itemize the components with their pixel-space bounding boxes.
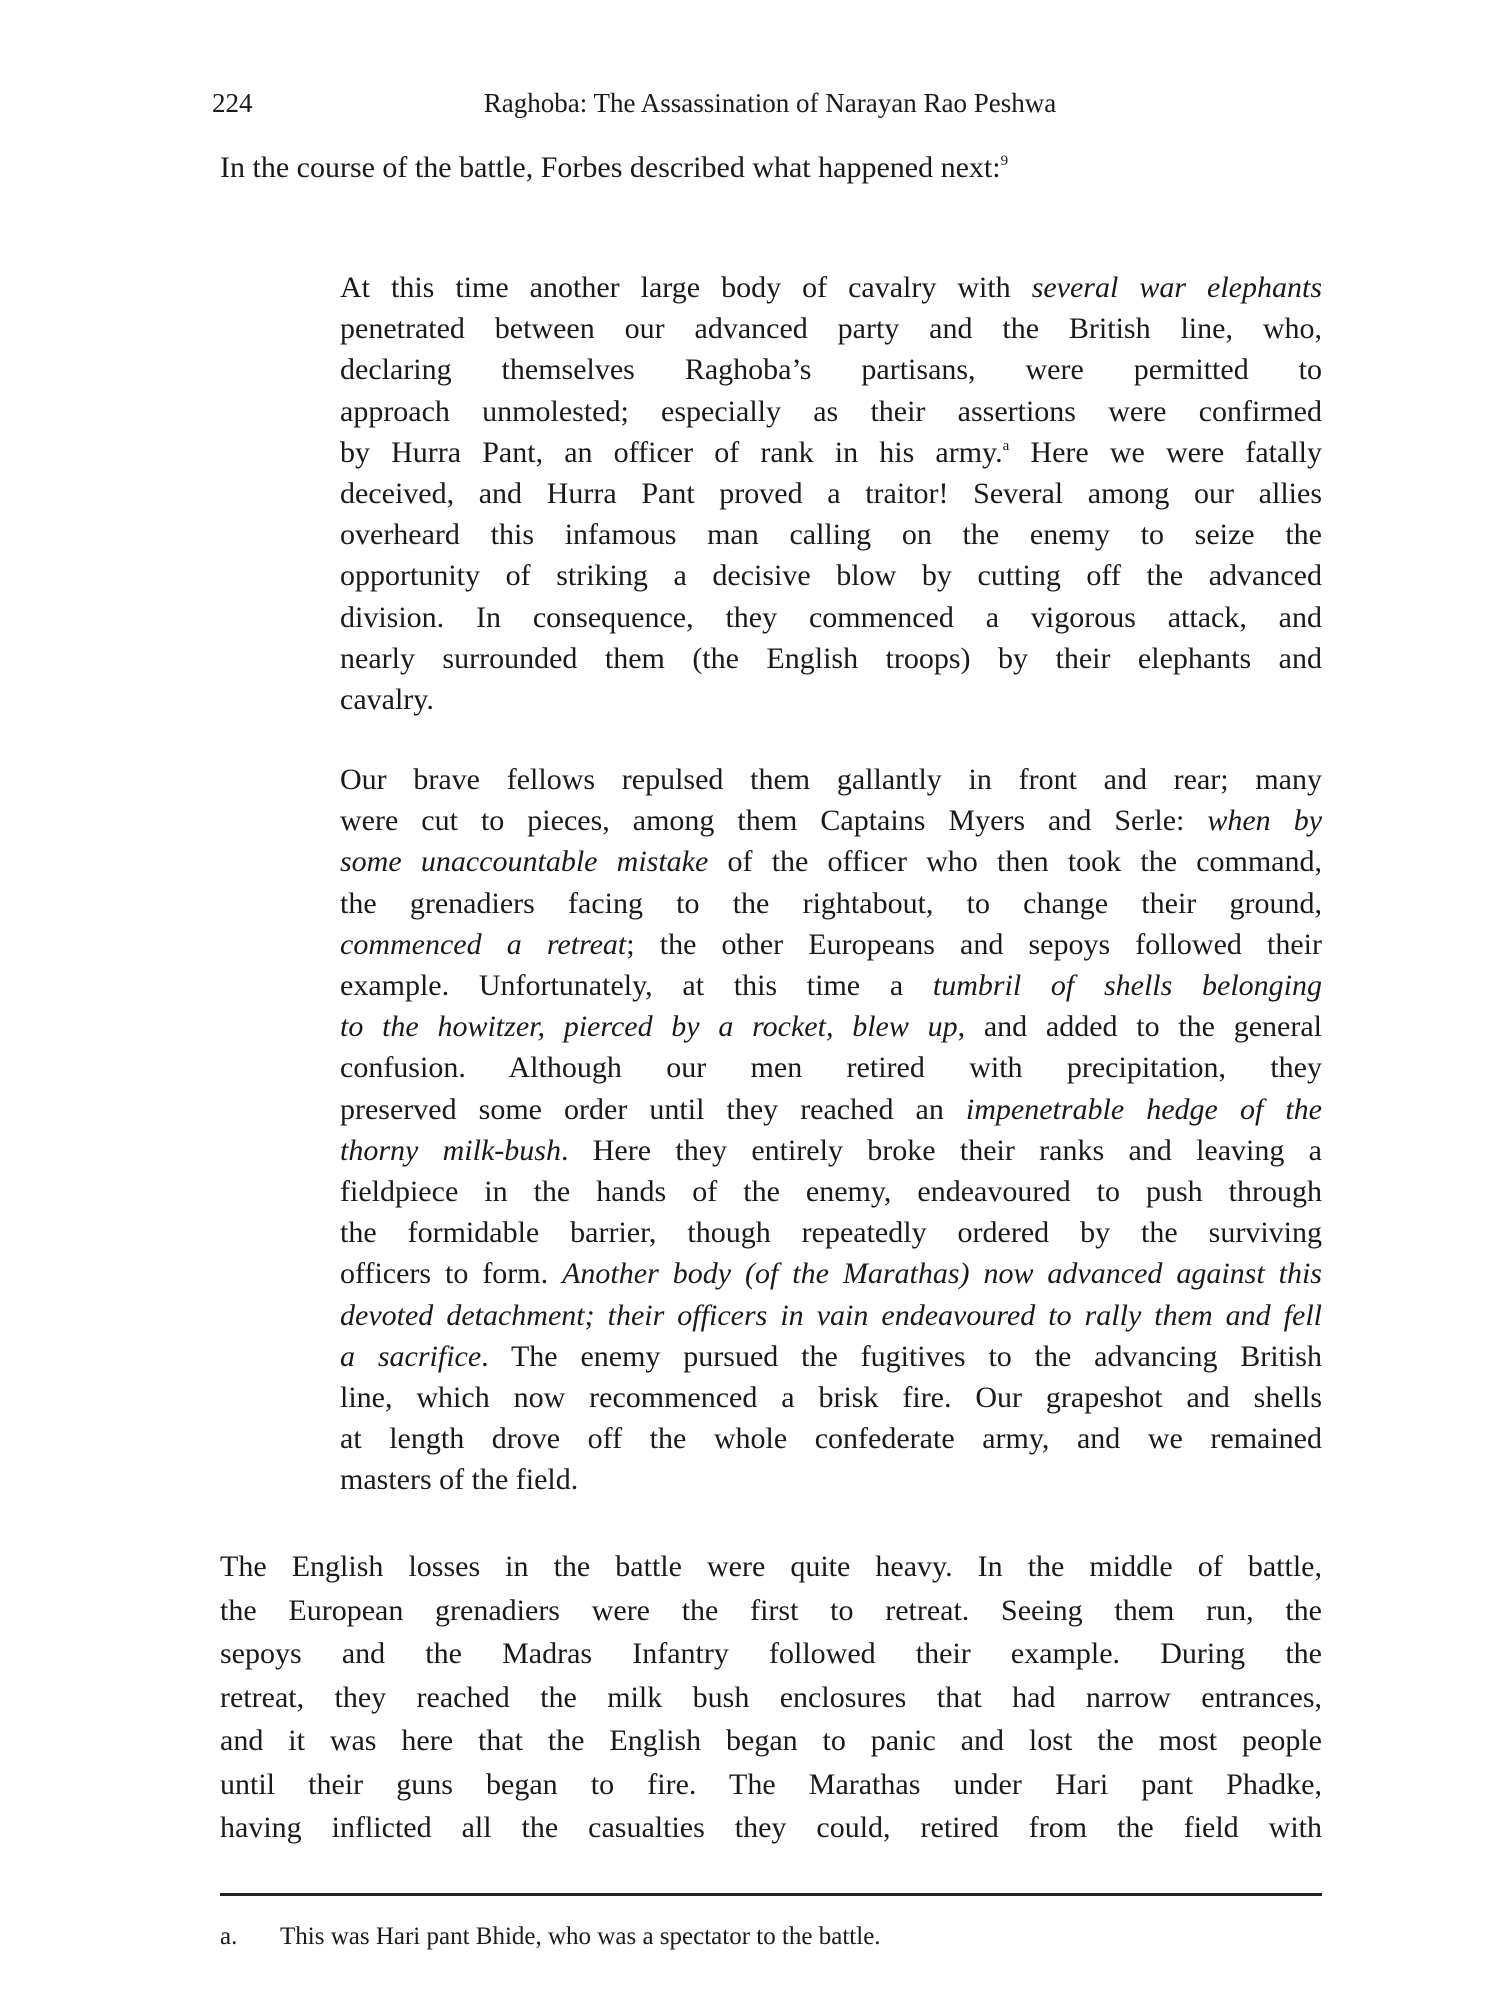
italic-text: to the howitzer, pierced by a rocket, blew up [340,1010,958,1044]
text: at length drove off the whole confederate army, and we remained [340,1422,1322,1456]
text: Our brave fellows repulsed them gallantly in front and rear; many [340,763,1322,796]
quote-line [340,925,1322,965]
body-line: sepoys and the Madras Infantry followed their example. During the [220,1637,1322,1670]
quote-line [340,1213,1322,1253]
footnote-ref-a[interactable]: a [1002,437,1010,454]
quote-line [340,842,1322,882]
text: by Hurra Pant, an officer of rank in his army. [340,435,1003,469]
italic-text: tumbril of shells belonging [932,969,1322,1002]
italic-text: when by [1207,804,1323,838]
text: division. In consequence, they commenced a vigorous attack, and [340,600,1322,634]
quote-line [340,760,1322,800]
body-line: The English losses in the battle were quite heavy. In the middle of battle, [220,1550,1322,1583]
quote-line [340,350,1322,390]
text: At this time another large body of cavalry with [340,271,1032,304]
quote-line [340,268,1322,308]
text: officers to form. [340,1257,563,1291]
quote-line [340,1296,1322,1336]
text: ; the other Europeans and sepoys followed their [626,927,1323,961]
text: , and added to the general [957,1010,1322,1044]
italic-text: devoted detachment; their officers in vain endeavoured to rally them and fell [340,1298,1322,1332]
quote-line [340,474,1322,514]
text: overheard this infamous man calling on the enemy to seize the [340,518,1322,552]
intro-line [220,148,1322,188]
footnote-text: This was Hari pant Bhide, who was a spectator to the battle. [280,1923,881,1950]
quote-line [340,1131,1322,1171]
quote-line [340,680,1322,720]
text: confusion. Although our men retired with precipitation, they [340,1051,1322,1085]
quote-line [340,309,1322,349]
italic-text: a sacrifice [340,1339,482,1373]
text: approach unmolested; especially as their assertions were confirmed [340,394,1322,428]
text: were cut to pieces, among them Captains Myers and Serle: [340,804,1208,838]
quote-line [340,1048,1322,1088]
footnote-divider [220,1893,1322,1896]
quote-line [340,1090,1322,1130]
text: the formidable barrier, though repeatedly ordered by the surviving [340,1216,1322,1250]
italic-text: impenetrable hedge of the [965,1092,1322,1126]
italic-text: some unaccountable mistake [340,845,709,879]
quote-line [340,639,1322,679]
text: opportunity of striking a decisive blow by cutting off the advanced [340,559,1322,593]
body-line: and it was here that the English began to panic and lost the most people [220,1724,1322,1757]
text: nearly surrounded them (the English troops) by their elephants and [340,641,1322,675]
footnote-marker: a. [220,1923,238,1950]
quote-line [340,556,1322,596]
quote-line [340,966,1322,1006]
text: fieldpiece in the hands of the enemy, endeavoured to push through [340,1175,1322,1208]
quote-line [340,1172,1322,1212]
text: Here we were fatally [1009,435,1322,469]
page-number: 224 [212,88,253,118]
quote-line [340,1419,1322,1459]
text: penetrated between our advanced party and the British line, who, [340,312,1322,346]
italic-text: Another body (of the Marathas) now advanced against this [562,1257,1322,1291]
text: . The enemy pursued the fugitives to the advancing British [481,1339,1322,1373]
quote-line [340,392,1322,432]
body-line: until their guns began to fire. The Marathas under Hari pant Phadke, [220,1767,1322,1801]
quote-line [340,884,1322,924]
quote-line [340,598,1322,638]
text: masters of the field. [340,1463,579,1497]
italic-text: thorny milk-bush [340,1133,561,1167]
intro-text: In the course of the battle, Forbes described what happened next: [220,151,1001,184]
footnote [220,1919,881,1955]
text: the grenadiers facing to the rightabout, to change their ground, [340,886,1322,920]
text: preserved some order until they reached an [340,1092,966,1126]
footnote-ref-9[interactable]: 9 [1000,153,1009,169]
text: line, which now recommenced a brisk fire. Our grapeshot and shells [340,1381,1322,1414]
running-title: Raghoba: The Assassination of Narayan Rao Peshwa [483,88,1057,118]
quote-line [340,515,1322,555]
quote-line [340,1460,1322,1500]
body-line: retreat, they reached the milk bush enclosures that had narrow entrances, [220,1680,1322,1714]
quote-line [340,1007,1322,1047]
quote-line [340,1254,1322,1294]
text: of the officer who then took the command, [708,845,1322,879]
text: . Here they entirely broke their ranks and leaving a [560,1133,1322,1167]
text: example. Unfortunately, at this time a [340,969,933,1002]
text: cavalry. [340,683,434,716]
body-line: the European grenadiers were the first to retreat. Seeing them run, the [220,1593,1322,1627]
body-line: having inflicted all the casualties they could, retired from the field with [220,1811,1322,1844]
text: deceived, and Hurra Pant proved a traitor! Several among our allies [340,477,1322,510]
italic-text: commenced a retreat [340,927,627,961]
quote-line [340,433,1322,473]
quote-line [340,1378,1322,1418]
text: declaring themselves Raghoba’s partisans, were permitted to [340,353,1322,387]
quote-line [340,801,1322,841]
italic-text: several war elephants [1031,271,1322,304]
quote-line [340,1337,1322,1377]
